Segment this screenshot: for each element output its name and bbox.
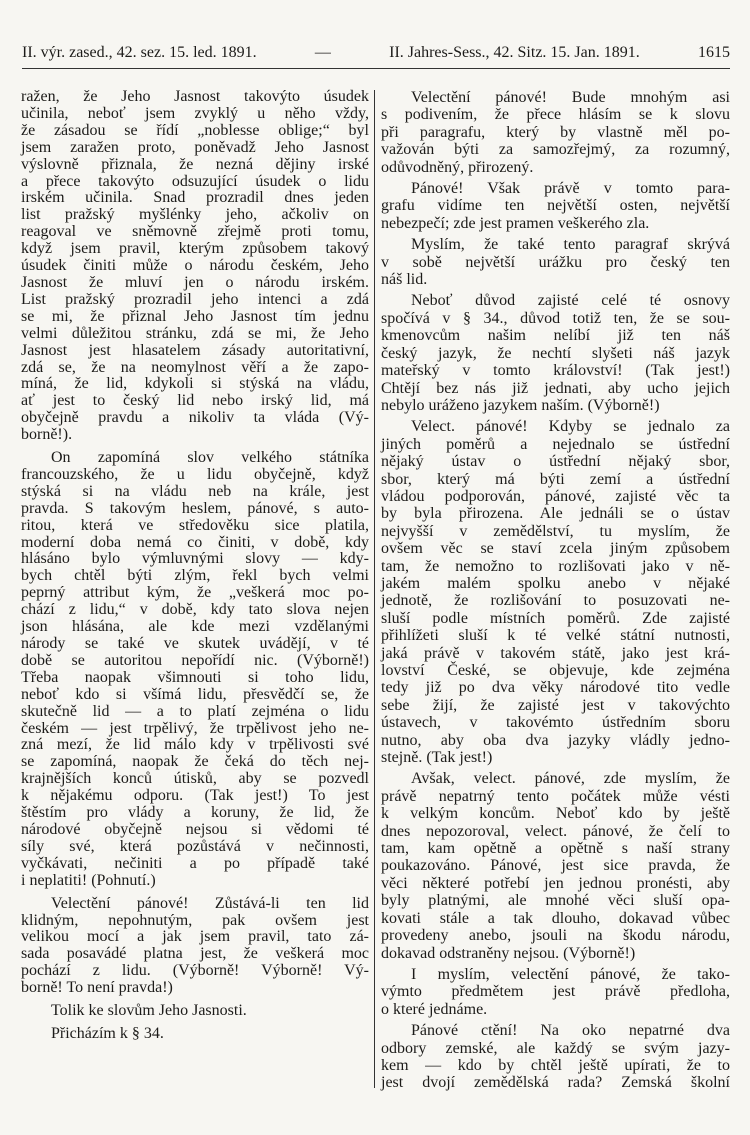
text-line: zdá se, že na neomylnost věří a že zapo- — [21, 358, 369, 376]
text-line: s podivením, že přece hlásím se k slovu — [381, 106, 730, 124]
text-line: zná mezí, že lid málo kdy v trpělivosti své — [21, 736, 369, 754]
text-line: když jsem pravil, kterým způsobem takový — [21, 240, 369, 258]
text-line: národové obyčejně nejsou si vědomi té — [21, 820, 369, 838]
text-line: dnes nepozoroval, velect. pánové, že čelí to — [381, 822, 730, 840]
text-line: nutno, aby oba dva jazyky vládly jedno- — [381, 731, 730, 749]
text-line: štěstím pro vlády a koruny, že lid, že — [21, 804, 369, 822]
text-line: Velectění pánové! Zůstává-li ten lid — [51, 894, 369, 912]
paragraph — [381, 1022, 730, 1092]
text-line: bych chtěl býti zlým, řekl bych velmi — [21, 567, 369, 585]
text-line: odůvodněný, přirozený. — [381, 158, 534, 176]
text-line: o které jednáme. — [381, 1000, 488, 1018]
text-line: jiných poměrů a nejednalo se ústřední — [381, 435, 730, 453]
text-line: obyčejně pravdu a nikoliv ta vláda (Vý- — [21, 409, 369, 427]
paragraph — [21, 896, 369, 997]
text-line: francouzského, že u lidu obyčejně, když — [21, 465, 369, 483]
text-line: neboť kdo si všímá lidu, přesvědčí se, že — [21, 685, 369, 703]
text-line: nejvyšší v zemědělství, tu myslím, že — [381, 522, 730, 540]
paragraph — [381, 292, 730, 414]
text-line: poukazováno. Pánové, jest sice pravda, že — [381, 857, 730, 875]
text-line: Myslím, že také tento paragraf skrývá — [411, 236, 730, 254]
text-line: On zapomíná slov velkého státníka — [51, 449, 369, 467]
text-line: važován býti za samozřejmý, za rozumný, — [381, 141, 730, 159]
running-header — [22, 44, 730, 66]
text-line: že zásadou se řídí „noblesse oblige;“ byl — [21, 121, 369, 139]
text-line: Neboť důvod zajisté celé té osnovy — [411, 292, 730, 310]
text-line: lovství České, se objevuje, kde zejména — [381, 662, 730, 679]
text-line: úsudek činiti může o národu českém, Jeho — [21, 257, 369, 275]
text-line: kovati stále a tak dlouho, dokavad vůbec — [381, 909, 730, 927]
text-line: Velectění pánové! Bude mnohým asi — [411, 89, 730, 106]
text-line: i neplatiti! (Pohnutí.) — [21, 871, 156, 889]
text-line: velmi důležitou stránku, zdá se mi, že Jeho — [21, 324, 369, 342]
text-line: vládou podporován, pánové, zajisté věc ta — [381, 487, 730, 505]
text-line: při paragrafu, který by vlastně měl po- — [381, 123, 730, 141]
text-line: jest dvojí zemědělská rada? Zemská školní — [381, 1074, 730, 1092]
text-line: by byla přirozena. Ale jednáli se o ústav — [381, 505, 730, 523]
text-line: ritou, která ve středověku sice platila, — [21, 516, 369, 534]
paragraph — [381, 89, 730, 176]
text-line: Chtějí bez nás již jednati, aby ucho jejich — [381, 379, 730, 397]
text-line: k nějakému odporu. (Tak jest!) To jest — [21, 787, 369, 805]
text-line: kem — kdo by chtěl ještě upírati, že to — [381, 1056, 730, 1074]
text-line: borně! To není pravda!) — [21, 979, 173, 997]
text-line: krajnějších konců útisků, aby se pozvedl — [21, 770, 369, 788]
paragraph — [21, 89, 369, 444]
text-line: výmto předmětem jest právě předloha, — [381, 983, 730, 1001]
paragraph — [21, 1003, 369, 1020]
text-line: ovšem věc se staví zcela jiným způsobem — [381, 540, 730, 558]
text-line: vyčkávati, nečiniti a po případě také — [21, 854, 369, 872]
text-line: tedy již po dva věky národové tito vedle — [381, 679, 730, 697]
text-line: sluší podle místních poměrů. Zde zajisté — [381, 609, 730, 627]
text-line: velikou mocí a jak jsem pravil, tato zá- — [21, 928, 369, 946]
text-line: učinila, neboť jsem zvyklý u něho vždy, — [21, 104, 369, 122]
paragraph — [381, 418, 730, 766]
text-line: věci některé potřebí jen jednou pronésti, aby — [381, 874, 730, 892]
text-line: náš lid. — [381, 271, 428, 289]
header-german: II. Jahres-Sess., 42. Sitz. 15. Jan. 1891. — [389, 44, 640, 61]
text-line: ať jest to český lid nebo irský lid, má — [21, 392, 369, 410]
paragraph — [21, 1026, 369, 1043]
text-line: list pražský myšlénky jeho, ačkoliv on — [21, 206, 369, 224]
text-line: sada posavádé platna jest, že veškerá moc — [21, 945, 369, 963]
paragraph — [381, 236, 730, 288]
text-line: pravda. S takovým heslem, pánové, s auto- — [21, 499, 369, 517]
text-line: se mi, že přiznal Jeho Jasnost tím jednu — [21, 307, 369, 325]
text-line: Velect. pánové! Kdyby se jednalo za — [411, 418, 730, 436]
text-line: se zapomíná, naopak že čeká do těch nej- — [21, 753, 369, 771]
text-line: reagoval ve sněmovně zřejmě proti tomu, — [21, 223, 369, 241]
text-line: ražen, že Jeho Jasnost takovýto úsudek — [21, 88, 369, 105]
text-line: Avšak, velect. pánové, zde myslím, že — [411, 770, 730, 788]
text-line: stýská si na vládu neb na krále, jest — [21, 482, 369, 500]
text-line: přihlížeti sluší k té velké státní nutnosti, — [381, 627, 730, 645]
text-line: json hlásána, ale kde mezi vzdělanými — [21, 618, 369, 636]
text-line: hlásáno bylo výmluvnými slovy — kdy- — [21, 550, 369, 568]
text-line: jakém malém spolku anebo v nějaké — [381, 574, 730, 592]
text-line: době se autoritou nepořídí nic. (Výborně!) — [21, 651, 369, 669]
paragraph — [381, 770, 730, 961]
paragraph — [381, 966, 730, 1018]
text-line: odbory zemské, ale každý se svým jazy- — [381, 1039, 730, 1057]
text-line: právě nepatrný tento počátek může vésti — [381, 787, 730, 805]
text-line: Jasnost jest hlasatelem zásady autoritativní, — [21, 341, 369, 359]
text-line: míná, že lid, kdykoli si stýská na vládu, — [21, 375, 369, 393]
text-line: ústavech, v takovémto ústředním sboru — [381, 714, 730, 732]
text-line: dokavad odstraněny nejsou. (Výborně!) — [381, 944, 636, 962]
text-line: mateřský v tomto království! (Tak jest!) — [381, 362, 730, 380]
text-line: český jazyk, že nechtí slyšeti náš jazyk — [381, 344, 730, 362]
text-line: Přicházím k § 34. — [51, 1024, 164, 1042]
header-czech: II. výr. zased., 42. sez. 15. led. 1891. — [22, 44, 257, 61]
text-line: Tolik ke slovům Jeho Jasnosti. — [51, 1002, 247, 1020]
text-line: v sobě největší urážku pro český ten — [381, 253, 730, 271]
header-dash: — — [314, 44, 331, 61]
text-line: peprný attribut kým, že „veškerá moc po- — [21, 584, 369, 602]
header-rule — [22, 68, 730, 69]
text-line: nějaký ústav o ústřední nějaký sbor, — [381, 453, 730, 471]
text-line: národy se také ve skutek uvádějí, v té — [21, 635, 369, 652]
text-line: Třeba naopak všimnouti si toho lidu, — [21, 668, 369, 686]
text-line: Jasnost že mluví jen o národu irském. — [21, 273, 369, 291]
text-line: síly své, která pozůstává v nečinnosti, — [21, 837, 369, 855]
text-line: stejně. (Tak jest!) — [381, 749, 493, 767]
text-line: moderní doba nemá co činiti, v době, kdy — [21, 533, 369, 551]
text-line: jaká právě v takovém státě, jako jest krá- — [381, 644, 730, 662]
text-line: k velkým koncům. Neboť kdo by ještě — [381, 805, 730, 823]
paragraph — [21, 450, 369, 890]
text-line: nebylo uráženo jazykem naším. (Výborně!) — [381, 396, 660, 414]
text-line: sebe žijí, že zajisté jest v takovýchto — [381, 696, 730, 714]
text-line: borně!). — [21, 426, 73, 444]
text-line: spočívá v § 34., důvod totiž ten, že se sou- — [381, 309, 730, 327]
text-line: nebezpečí; zde jest pramen veškerého zla. — [381, 214, 650, 232]
text-line: klidným, nepohnutým, pak ovšem jest — [21, 911, 369, 929]
text-line: a přece takovýto odsuzující úsudek o lidu — [21, 172, 369, 190]
text-line: List pražský prozradil jeho intenci a zdá — [21, 290, 369, 308]
left-column — [21, 89, 369, 1049]
text-line: tam, že nemožno to rozlišovati jako v ně- — [381, 557, 730, 575]
text-line: provedeny anebo, jsouli na škodu národu, — [381, 927, 730, 945]
text-line: kmenovcům našim nelíbí již ten náš — [381, 327, 730, 345]
text-line: Pánové! Však právě v tomto para- — [411, 180, 730, 198]
right-column — [381, 89, 730, 1096]
text-line: českém — jest trpělivý, že trpělivost jeho ne- — [21, 719, 369, 737]
text-line: Pánové ctění! Na oko nepatrné dva — [411, 1022, 730, 1040]
text-line: chází z lidu,“ v době, kdy tato slova nejen — [21, 601, 369, 619]
page-number: 1615 — [698, 44, 730, 61]
column-divider — [374, 90, 375, 1088]
text-line: jednotě, že rozlišování to posuzovati ne- — [381, 592, 730, 610]
text-line: výslovně přiznala, že nezná dějiny irské — [21, 155, 369, 173]
text-line: grafu vidíme ten největší osten, největší — [381, 197, 730, 215]
text-line: jsem zaražen proto, poněvadž Jeho Jasnost — [21, 138, 369, 156]
paragraph — [381, 180, 730, 232]
text-line: skutečně lid — a to platí zejména o lidu — [21, 702, 369, 720]
text-line: byly platnými, ale mnohé věci sluší opa- — [381, 892, 730, 910]
text-line: sbor, který má býti zemí a ústřední — [381, 470, 730, 488]
text-line: pochází z lidu. (Výborně! Výborně! Vý- — [21, 962, 369, 980]
text-line: tam, kam opětně a opětně s naší strany — [381, 840, 730, 858]
text-line: I myslím, velectění pánové, že tako- — [411, 965, 730, 983]
text-line: irském učinila. Snad prozradil dnes jeden — [21, 189, 369, 207]
